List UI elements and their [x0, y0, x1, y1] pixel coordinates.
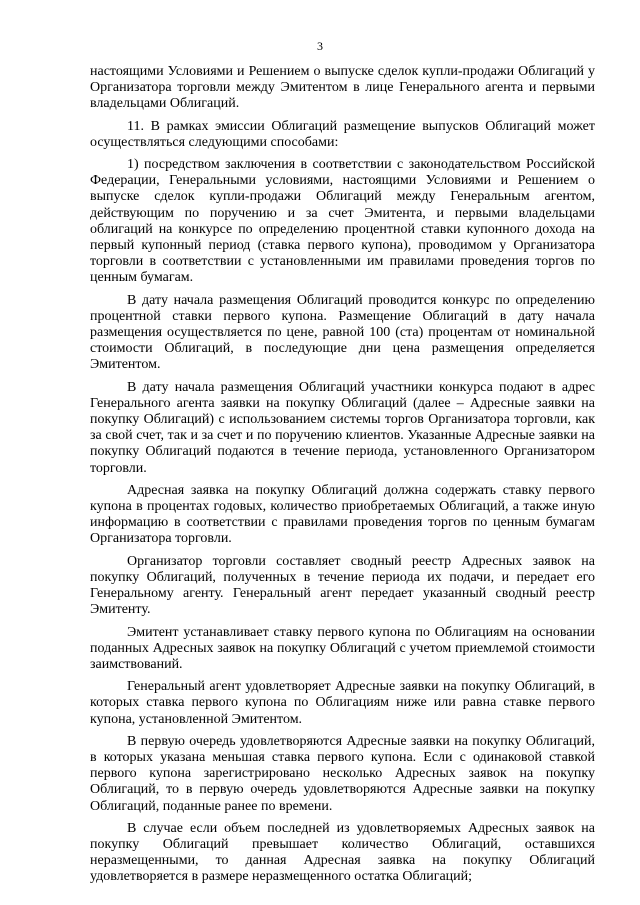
paragraph-competition: В дату начала размещения Облигаций проводится конкурс по определению процентной ставки первого купона. Размещение Облигаций в дату начала размещения осуществляется по цене, равной 100 (ста) процентам от номинальной стоимости Облигаций, в последующие дни цена размещения определяется Эмитентом.	[90, 292, 595, 373]
document-body	[90, 64, 595, 892]
paragraph-address-orders: В дату начала размещения Облигаций участники конкурса подают в адрес Генерального агента заявки на покупку Облигаций (далее – Адресные заявки на покупку Облигаций) с использованием системы торгов Организатора торговли, как за свой счет, так и за счет и по поручению клиентов. Указанные Адресные заявки на покупку Облигаций подаются в течение периода, установленного Организатором торговли.	[90, 379, 595, 476]
paragraph-clause-11: 11. В рамках эмиссии Облигаций размещение выпусков Облигаций может осуществляться следующими способами:	[90, 118, 595, 150]
paragraph-remainder: В случае если объем последней из удовлетворяемых Адресных заявок на покупку Облигаций превышает количество Облигаций, оставшихся неразмещенными, то данная Адресная заявка на покупку Облигаций удовлетворяется в размере неразмещенного остатка Облигаций;	[90, 820, 595, 885]
page-number: 3	[317, 39, 323, 53]
paragraph-registry: Организатор торговли составляет сводный реестр Адресных заявок на покупку Облигаций, полученных в течение периода их подачи, и передает его Генеральному агенту. Генеральный агент передает указанный сводный реестр Эмитенту.	[90, 553, 595, 618]
paragraph-satisfaction: Генеральный агент удовлетворяет Адресные заявки на покупку Облигаций, в которых ставка первого купона по Облигациям ниже или равна ставке первого купона, установленной Эмитентом.	[90, 679, 595, 727]
paragraph-continuation: настоящими Условиями и Решением о выпуске сделок купли-продажи Облигаций у Организатора торговли между Эмитентом в лице Генерального агента и первыми владельцами Облигаций.	[90, 64, 595, 112]
paragraph-coupon-rate: Эмитент устанавливает ставку первого купона по Облигациям на основании поданных Адресных заявок на покупку Облигаций с учетом приемлемой стоимости заимствований.	[90, 624, 595, 672]
paragraph-order-content: Адресная заявка на покупку Облигаций должна содержать ставку первого купона в процентах годовых, количество приобретаемых Облигаций, а также иную информацию в соответствии с правилами проведения торгов по ценным бумагам Организатора торговли.	[90, 482, 595, 547]
paragraph-method-1: 1) посредством заключения в соответствии с законодательством Российской Федерации, Генеральными условиями, настоящими Условиями и Решением о выпуске сделок купли-продажи Облигаций между Генеральным агентом, действующим по поручению и за счет Эмитента, и первыми владельцами облигаций на конкурсе по определению процентной ставки купонного дохода на первый купонный период (ставка первого купона), проводимом у Организатора торговли в соответствии с установленными им правилами проведения торгов по ценным бумагам.	[90, 157, 595, 286]
paragraph-priority: В первую очередь удовлетворяются Адресные заявки на покупку Облигаций, в которых указана меньшая ставка первого купона. Если с одинаковой ставкой первого купона зарегистрировано несколько Адресных заявок на покупку Облигаций, то в первую очередь удовлетворяются Адресные заявки на покупку Облигаций, поданные ранее по времени.	[90, 733, 595, 814]
